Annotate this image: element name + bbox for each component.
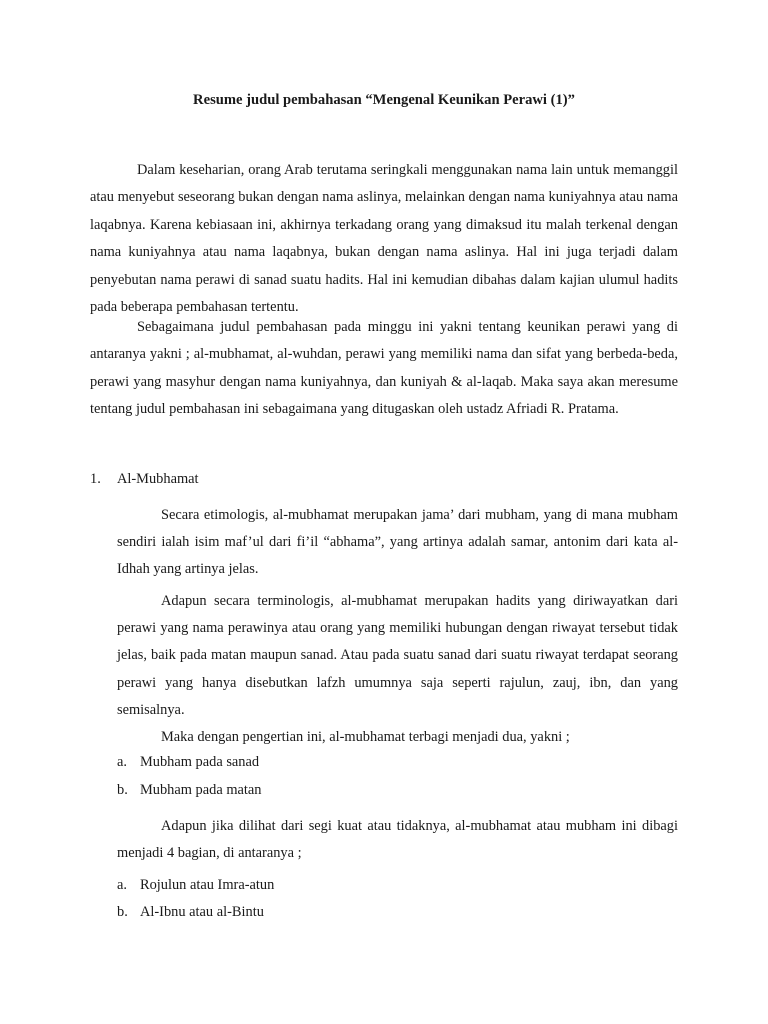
list-marker: b. <box>117 904 128 920</box>
section-heading-text: Al-Mubhamat <box>117 471 199 487</box>
section-number: 1. <box>90 471 101 487</box>
list-item-text: Mubham pada matan <box>140 782 262 798</box>
list-marker: b. <box>117 782 128 798</box>
list-marker: a. <box>117 877 127 893</box>
list-item-text: Rojulun atau Imra-atun <box>140 877 275 893</box>
list-item <box>117 899 264 926</box>
intro-paragraph: Dalam keseharian, orang Arab terutama seringkali menggunakan nama lain untuk memanggil atau menyebut seseorang bukan dengan nama aslinya, melainkan dengan nama kuniyahnya atau nama laqabnya. Karena kebiasaan ini, akhirnya terkadang orang yang dimaksud itu malah terkenal dengan nama kuniyahnya atau nama laqabnya, bukan dengan nama aslinya. Hal ini juga terjadi dalam penyebutan nama perawi di sanad suatu hadits. Hal ini kemudian dibahas dalam kajian ulumul hadits pada beberapa pembahasan tertentu. <box>90 162 678 316</box>
list-marker: a. <box>117 754 127 770</box>
purpose-paragraph: Sebagaimana judul pembahasan pada minggu ini yakni tentang keunikan perawi yang di antaranya yakni ; al-mubhamat, al-wuhdan, perawi yang memiliki nama dan sifat yang berbeda-beda, perawi yang masyhur dengan nama kuniyahnya, dan kuniyah & al-laqab. Maka saya akan meresume tentang judul pembahasan ini sebagaimana yang ditugaskan oleh ustadz Afriadi R. Pratama. <box>90 319 678 418</box>
list-item-text: Mubham pada sanad <box>140 754 260 770</box>
document-title: Resume judul pembahasan “Mengenal Keunikan Perawi (1)” <box>193 92 575 108</box>
etymology-paragraph: Secara etimologis, al-mubhamat merupakan jama’ dari mubham, yang di mana mubham sendiri ialah isim maf’ul dari fi’il “abhama”, yang artinya adalah samar, antonim dari kata al-Idhah yang artinya jelas. <box>117 507 678 577</box>
list-item <box>117 777 261 804</box>
list-item <box>117 872 274 899</box>
list-item <box>117 749 259 776</box>
section-heading <box>90 466 199 493</box>
terminology-paragraph: Adapun secara terminologis, al-mubhamat merupakan hadits yang diriwayatkan dari perawi yang nama perawinya atau orang yang memiliki hubungan dengan riwayat tersebut tidak jelas, baik pada matan maupun sanad. Atau pada suatu sanad dari suatu riwayat terdapat seorang perawi yang hanya disebutkan lafzh umumnya saja seperti rajulun, zauj, ibn, dan yang semisalnya. <box>117 593 678 718</box>
list-item-text: Al-Ibnu atau al-Bintu <box>140 904 264 920</box>
strength-paragraph: Adapun jika dilihat dari segi kuat atau tidaknya, al-mubhamat atau mubham ini dibagi menjadi 4 bagian, di antaranya ; <box>117 818 678 862</box>
division-intro-paragraph: Maka dengan pengertian ini, al-mubhamat terbagi menjadi dua, yakni ; <box>161 729 570 745</box>
